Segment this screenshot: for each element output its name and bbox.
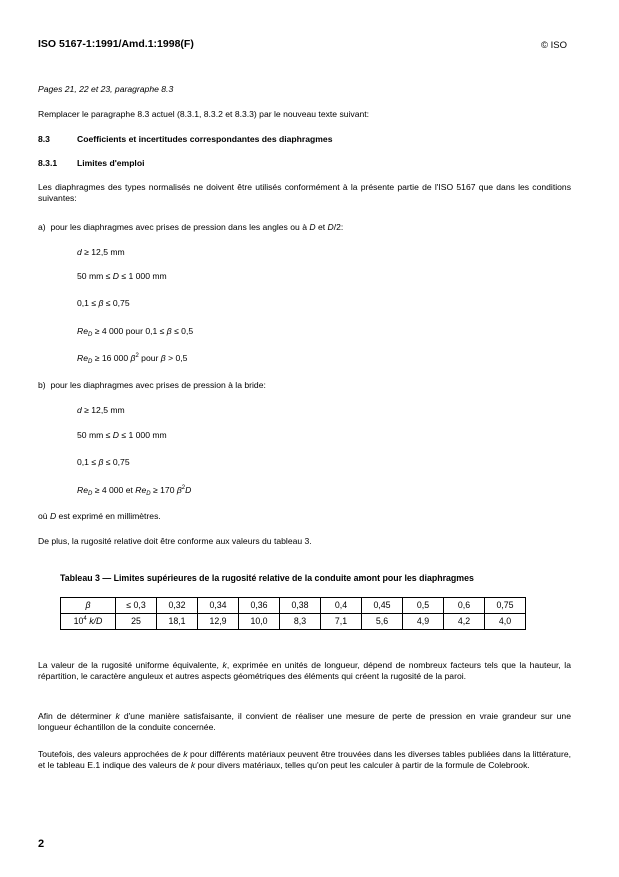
pages-ref: Pages 21, 22 et 23, paragraphe 8.3	[38, 84, 174, 94]
row2-label-exp: 4	[83, 616, 87, 622]
table-cell: 7,1	[321, 614, 362, 630]
cond-b-4-sub: D	[88, 491, 93, 497]
cond-b-4-mid2: ≥ 170	[150, 485, 177, 495]
doc-id: ISO 5167-1:1991/Amd.1:1998(F)	[38, 38, 194, 50]
rugosite-line: De plus, la rugosité relative doit être conforme aux valeurs du tableau 3.	[38, 536, 312, 546]
cond-a-5-mid: ≥ 16 000	[92, 353, 131, 363]
cond-a-3	[77, 298, 130, 309]
table-cell: 4,0	[485, 614, 526, 630]
cond-a-3-pre: 0,1 ≤	[77, 298, 99, 308]
cond-a-2-rest: ≤ 1 000 mm	[118, 271, 167, 281]
cond-a-5-tail: > 0,5	[165, 353, 188, 363]
cond-b-1-rest: ≥ 12,5 mm	[81, 405, 125, 415]
cond-a-4-beta: β	[166, 326, 172, 336]
table-cell: 0,38	[280, 598, 321, 614]
cond-b-3-pre: 0,1 ≤	[77, 457, 99, 467]
cond-b-4-mid: ≥ 4 000 et	[92, 485, 136, 495]
cond-a-5	[77, 353, 187, 364]
paragraph-rugosite	[38, 660, 571, 682]
table-cell: 0,5	[403, 598, 444, 614]
cond-b-1-sym: d	[77, 405, 82, 415]
item-b-text: pour les diaphragmes avec prises de pression à la bride:	[50, 380, 266, 390]
cond-b-4-beta: β	[176, 485, 182, 495]
table-cell: 10,0	[239, 614, 280, 630]
table-cell: 0,36	[239, 598, 280, 614]
cond-a-4-mid: ≥ 4 000 pour 0,1 ≤	[92, 326, 167, 336]
ou-line: où D est exprimé en millimètres.	[38, 511, 161, 521]
cond-a-3-sym: β	[98, 298, 104, 308]
table-cell: 0,34	[198, 598, 239, 614]
subsection-title: Limites d'emploi	[77, 158, 145, 168]
item-a-d2: D	[327, 222, 334, 232]
cond-a-5-re: Re	[77, 353, 88, 363]
cond-a-5-sup: 2	[135, 353, 139, 359]
table-row	[61, 614, 526, 630]
para2-post: d'une manière satisfaisante, il convient de réaliser une mesure de perte de pression en vraie grandeur sur une longueur échantillon de la conduite concernée.	[38, 711, 571, 733]
cond-b-2	[77, 430, 167, 441]
cond-b-4-sup: 2	[181, 485, 186, 491]
paragraph-determiner	[38, 711, 571, 733]
para2-pre: Afin de déterminer	[38, 711, 116, 721]
table-cell: 25	[116, 614, 157, 630]
cond-b-4-tail: D	[185, 485, 192, 495]
cond-b-2-sym: D	[112, 430, 119, 440]
table-cell: 0,45	[362, 598, 403, 614]
cond-a-4	[77, 326, 193, 337]
item-b	[38, 380, 266, 391]
cond-a-2-pre: 50 mm ≤	[77, 271, 113, 281]
cond-b-1	[77, 405, 125, 416]
para1-k: k	[222, 660, 227, 670]
intro-paragraph: Les diaphragmes des types normalisés ne doivent être utilisés conformément à la présente partie de l'ISO 5167 que dans les conditions suivantes:	[38, 182, 571, 204]
table-cell: 0,75	[485, 598, 526, 614]
cond-a-5-mid2: pour	[138, 353, 161, 363]
section-number: 8.3	[38, 134, 50, 144]
cond-a-2	[77, 271, 167, 282]
item-a-d1: D	[309, 222, 316, 232]
item-a	[38, 222, 343, 233]
paragraph-valeurs	[38, 749, 571, 771]
cond-a-5-beta: β	[130, 353, 136, 363]
table-cell: ≤ 0,3	[116, 598, 157, 614]
table-row-label	[61, 614, 116, 630]
table-cell: 0,4	[321, 598, 362, 614]
cond-b-4-re2: Re	[135, 485, 147, 495]
para1-pre: La valeur de la rugosité uniforme équivalente,	[38, 660, 223, 670]
table-3	[60, 597, 526, 630]
para2-k: k	[115, 711, 120, 721]
cond-b-3-sym: β	[98, 457, 104, 467]
table-cell: 0,6	[444, 598, 485, 614]
table-cell: 8,3	[280, 614, 321, 630]
table-row	[61, 598, 526, 614]
ou-line-rest: est exprimé en millimètres.	[56, 511, 161, 521]
cond-a-5-sub: D	[88, 359, 93, 365]
item-a-marker: a)	[38, 222, 46, 232]
table-cell: 5,6	[362, 614, 403, 630]
table-row-label: β	[61, 598, 116, 614]
item-a-tail: /2:	[333, 222, 344, 232]
cond-a-2-sym: D	[112, 271, 119, 281]
para3-mid: pour différents matériaux peuvent être trouvées dans les diverses tables publiées dans la littérature, et le tableau E.1 indique des valeurs de	[38, 749, 571, 771]
replace-text: Remplacer le paragraphe 8.3 actuel (8.3.1, 8.3.2 et 8.3.3) par le nouveau texte suivant:	[38, 109, 370, 119]
cond-a-1-rest: ≥ 12,5 mm	[81, 247, 125, 257]
table-cell: 12,9	[198, 614, 239, 630]
table-cell: 4,2	[444, 614, 485, 630]
para3-k2: k	[190, 760, 196, 771]
para3-pre: Toutefois, des valeurs approchées de	[38, 749, 184, 759]
row2-label-sym: k/D	[89, 616, 103, 626]
table-cell: 4,9	[403, 614, 444, 630]
cond-b-4-sub2: D	[146, 491, 151, 497]
cond-b-2-rest: ≤ 1 000 mm	[118, 430, 167, 440]
cond-b-4-re: Re	[77, 485, 88, 495]
para1-post: , exprimée en unités de longueur, dépend de nombreux facteurs tels que la hauteur, la répartition, le caractère anguleux et autres aspects géométriques des éléments qui créent la rugosité de la paroi.	[38, 660, 571, 682]
para3-k: k	[183, 749, 188, 759]
cond-a-4-re: Re	[77, 326, 88, 336]
cond-a-1	[77, 247, 125, 258]
para3-post: pour divers matériaux, telles qu'on peut les calculer à partir de la formule de Colebrook.	[195, 760, 530, 771]
cond-b-2-pre: 50 mm ≤	[77, 430, 113, 440]
cond-a-5-beta2: β	[160, 353, 166, 363]
cond-b-3-rest: ≤ 0,75	[103, 457, 130, 467]
cond-a-1-sym: d	[77, 247, 82, 257]
cond-a-4-sub: D	[88, 332, 93, 338]
copyright: © ISO	[541, 40, 568, 51]
item-a-lead: pour les diaphragmes avec prises de pression dans les angles ou à	[50, 222, 310, 232]
item-a-mid: et	[315, 222, 328, 232]
item-b-marker: b)	[38, 380, 46, 390]
cond-b-4	[77, 485, 191, 496]
section-title: Coefficients et incertitudes correspondantes des diaphragmes	[77, 134, 333, 144]
cond-a-4-tail: ≤ 0,5	[171, 326, 194, 336]
table-cell: 18,1	[157, 614, 198, 630]
subsection-number: 8.3.1	[38, 158, 58, 168]
ou-line-sym: D	[49, 511, 57, 521]
cond-b-3	[77, 457, 130, 468]
page-number: 2	[38, 838, 45, 850]
row2-label-num: 10	[73, 616, 84, 626]
cond-a-3-rest: ≤ 0,75	[103, 298, 130, 308]
table-cell: 0,32	[157, 598, 198, 614]
table-3-caption: Tableau 3 — Limites supérieures de la rugosité relative de la conduite amont pour les diaphragmes	[60, 573, 474, 583]
